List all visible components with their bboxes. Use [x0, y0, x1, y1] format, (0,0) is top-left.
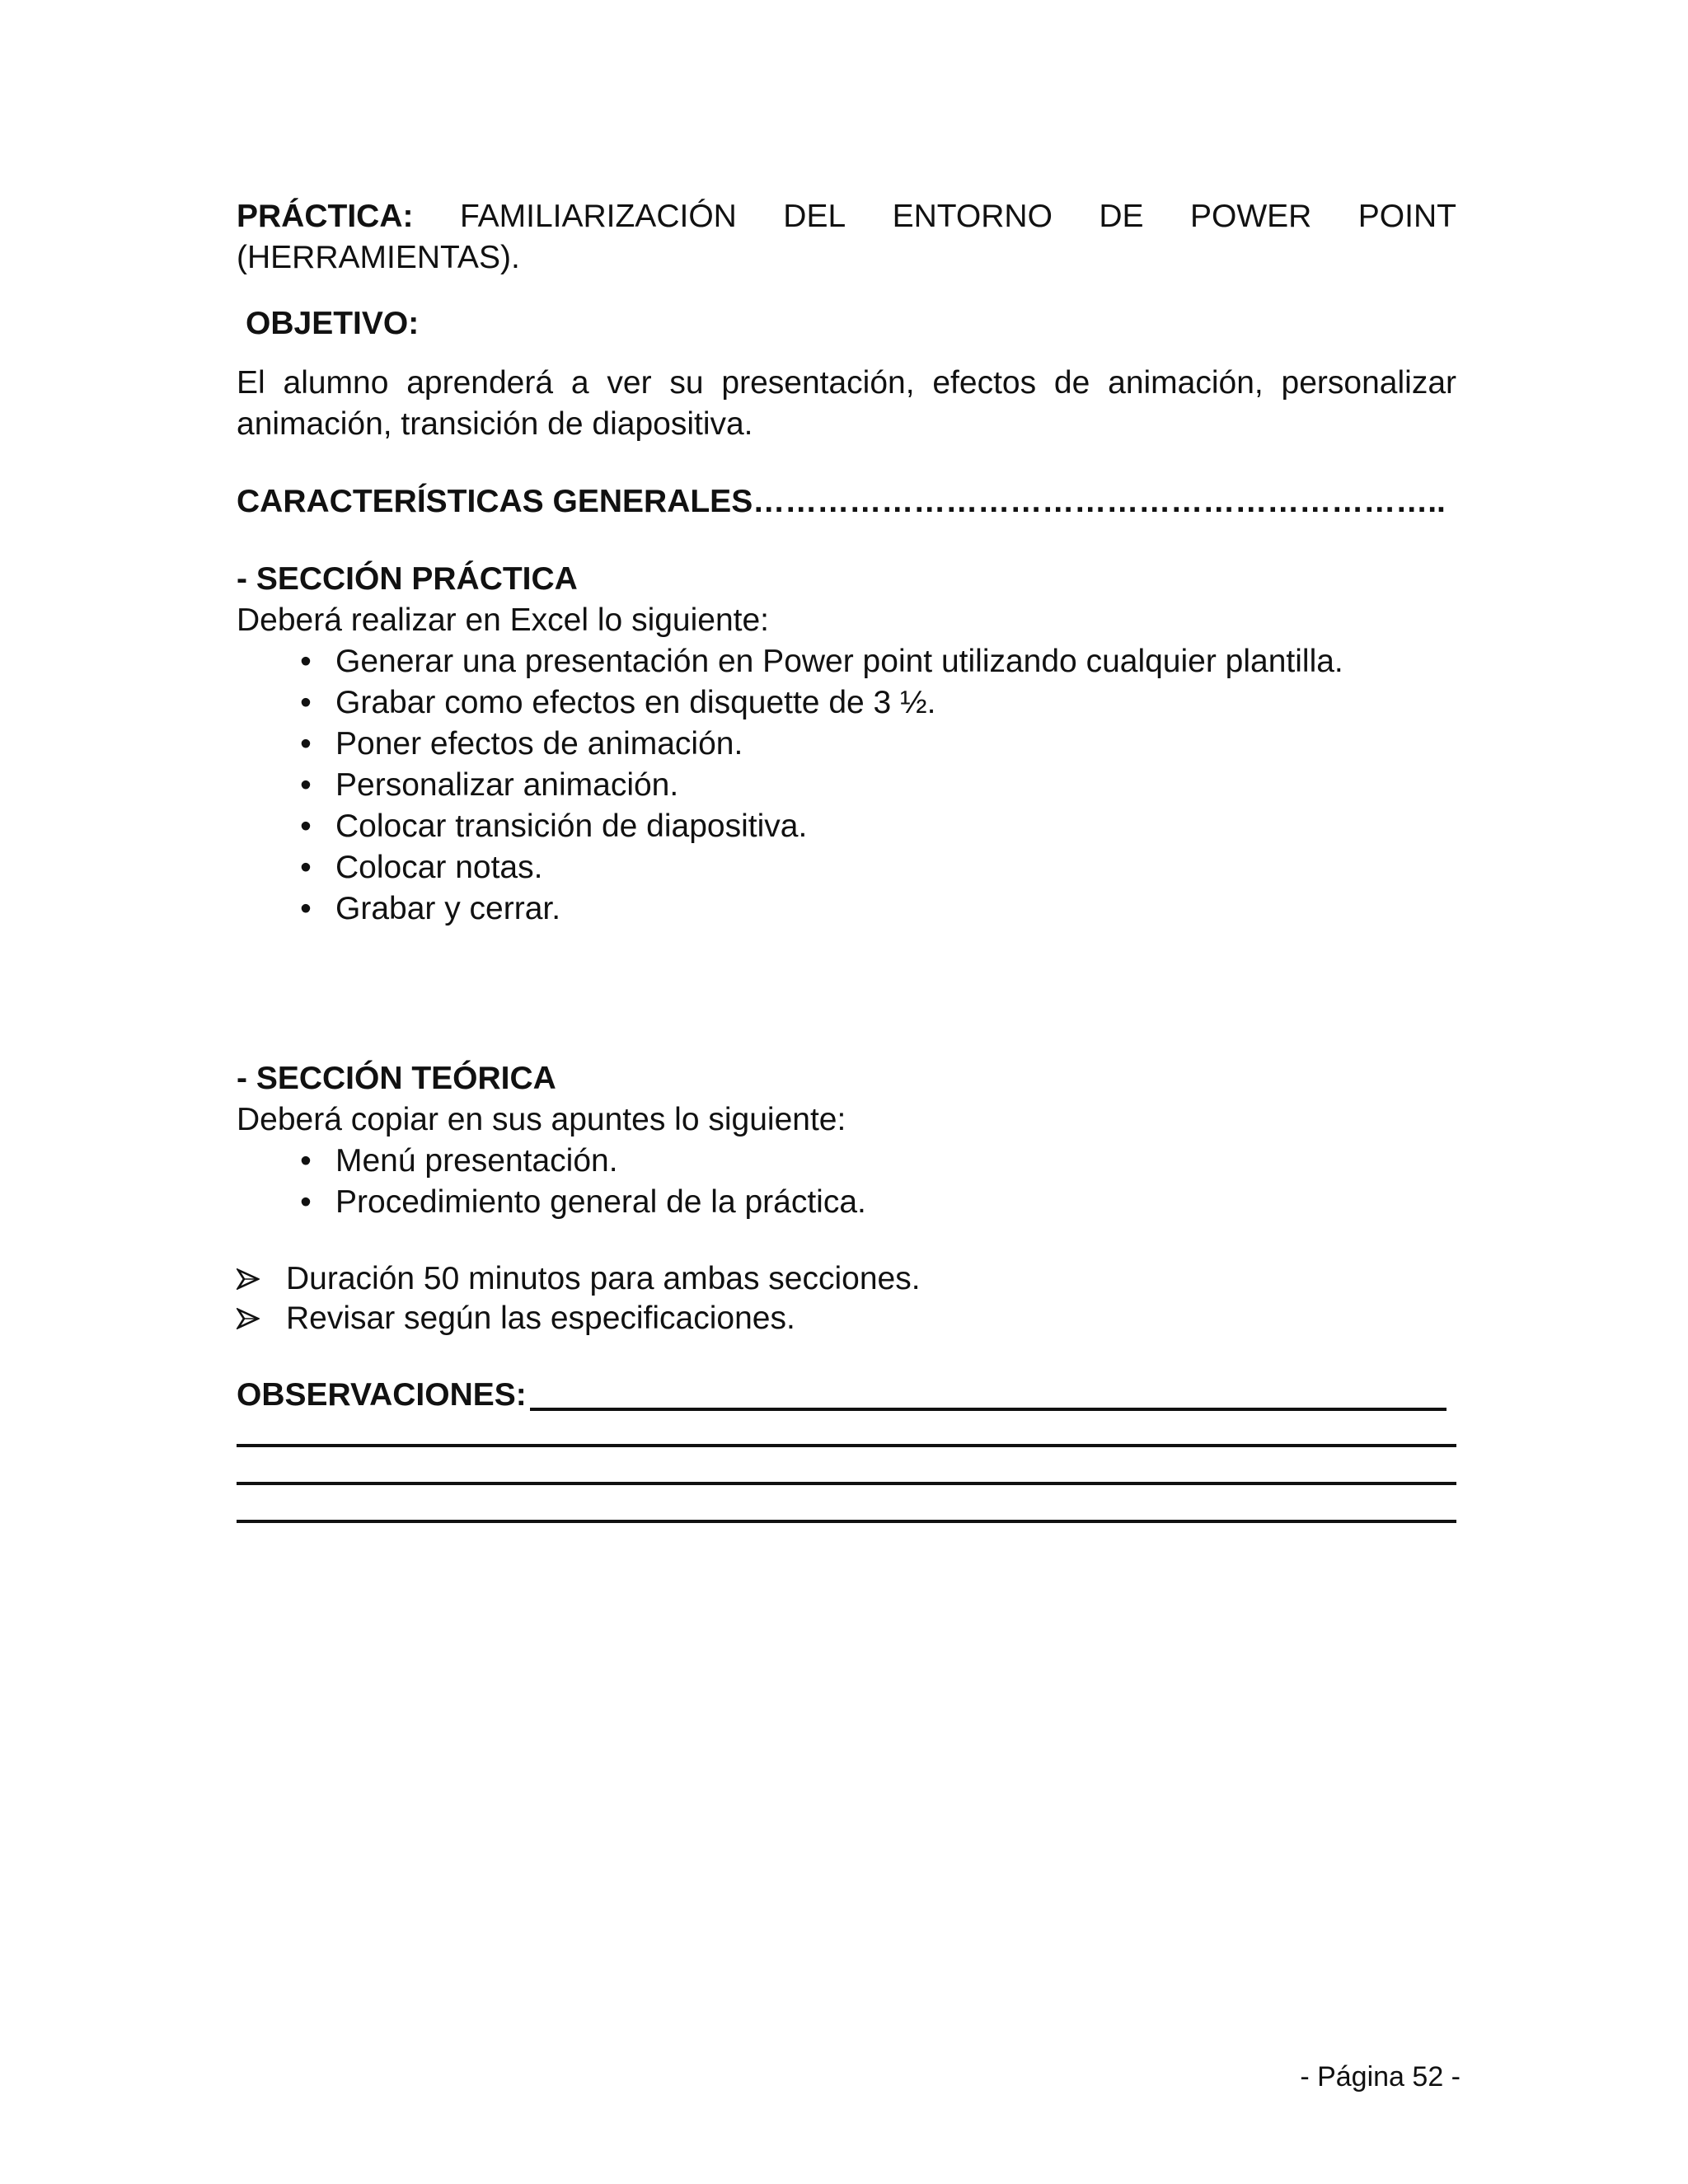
list-item — [289, 847, 1456, 888]
list-item — [289, 765, 1456, 806]
bullet-icon: • — [300, 850, 312, 885]
list-item-text: Personalizar animación. — [335, 767, 679, 803]
bullet-icon: • — [300, 726, 312, 762]
bullet-icon: • — [300, 767, 312, 803]
bullet-icon: • — [300, 1143, 312, 1179]
seccion-practica-heading: - SECCIÓN PRÁCTICA — [237, 561, 578, 597]
observaciones-blank-line — [237, 1520, 1456, 1523]
page-content — [237, 196, 1456, 1523]
caracteristicas-generales: CARACTERÍSTICAS GENERALES……………………………………………………….. — [237, 484, 1446, 519]
title-word: DEL — [783, 199, 846, 234]
practice-title-line2: (HERRAMIENTAS). — [237, 240, 520, 275]
list-item-text: Procedimiento general de la práctica. — [335, 1184, 866, 1220]
list-item — [289, 724, 1456, 765]
objetivo-text: El alumno aprenderá a ver su presentación, efectos de animación, personalizar animación, transición de diapositiva. — [237, 365, 1456, 442]
list-item-text: Colocar transición de diapositiva. — [335, 808, 808, 844]
list-item — [237, 1259, 1456, 1299]
list-item-text: Menú presentación. — [335, 1143, 618, 1179]
list-item-text: Grabar como efectos en disquette de 3 ½. — [335, 685, 936, 720]
list-item — [289, 888, 1456, 930]
practice-label: PRÁCTICA: — [237, 199, 414, 234]
list-item-text: Grabar y cerrar. — [335, 891, 561, 926]
seccion-teorica-heading: - SECCIÓN TEÓRICA — [237, 1061, 556, 1096]
seccion-practica-list — [237, 641, 1456, 930]
page-number: - Página 52 - — [1300, 2061, 1461, 2093]
observaciones-field — [237, 1375, 1447, 1416]
arrowhead-bullet-icon — [237, 1308, 260, 1329]
arrowhead-bullet-icon — [237, 1268, 260, 1290]
seccion-teorica-list — [237, 1141, 1456, 1223]
notes-list — [237, 1259, 1456, 1338]
observaciones-blank-line — [237, 1482, 1456, 1485]
bullet-icon: • — [300, 644, 312, 679]
bullet-icon: • — [300, 1184, 312, 1220]
list-item — [237, 1299, 1456, 1338]
seccion-practica-intro: Deberá realizar en Excel lo siguiente: — [237, 602, 770, 638]
title-word: DE — [1099, 199, 1144, 234]
list-item-text: Poner efectos de animación. — [335, 726, 743, 762]
title-word: POWER — [1190, 199, 1312, 234]
list-item-text: Revisar según las especificaciones. — [286, 1301, 795, 1336]
list-item-text: Duración 50 minutos para ambas secciones. — [286, 1261, 921, 1296]
list-item-text: Colocar notas. — [335, 850, 543, 885]
list-item — [289, 1141, 1456, 1182]
list-item — [289, 1182, 1456, 1223]
objetivo-heading: OBJETIVO: — [246, 306, 420, 341]
title-word: FAMILIARIZACIÓN — [459, 199, 737, 234]
observaciones-blank-line — [237, 1444, 1456, 1447]
seccion-teorica-intro: Deberá copiar en sus apuntes lo siguiente: — [237, 1102, 846, 1137]
bullet-icon: • — [300, 808, 312, 844]
list-item — [289, 641, 1456, 682]
title-word: POINT — [1357, 199, 1456, 234]
title-word: ENTORNO — [892, 199, 1053, 234]
bullet-icon: • — [300, 891, 312, 926]
observaciones-blank-line — [530, 1408, 1447, 1411]
practice-title — [237, 196, 1456, 237]
list-item — [289, 806, 1456, 847]
observaciones-label: OBSERVACIONES: — [237, 1377, 527, 1413]
list-item — [289, 682, 1456, 724]
list-item-text: Generar una presentación en Power point utilizando cualquier plantilla. — [335, 644, 1343, 679]
bullet-icon: • — [300, 685, 312, 720]
